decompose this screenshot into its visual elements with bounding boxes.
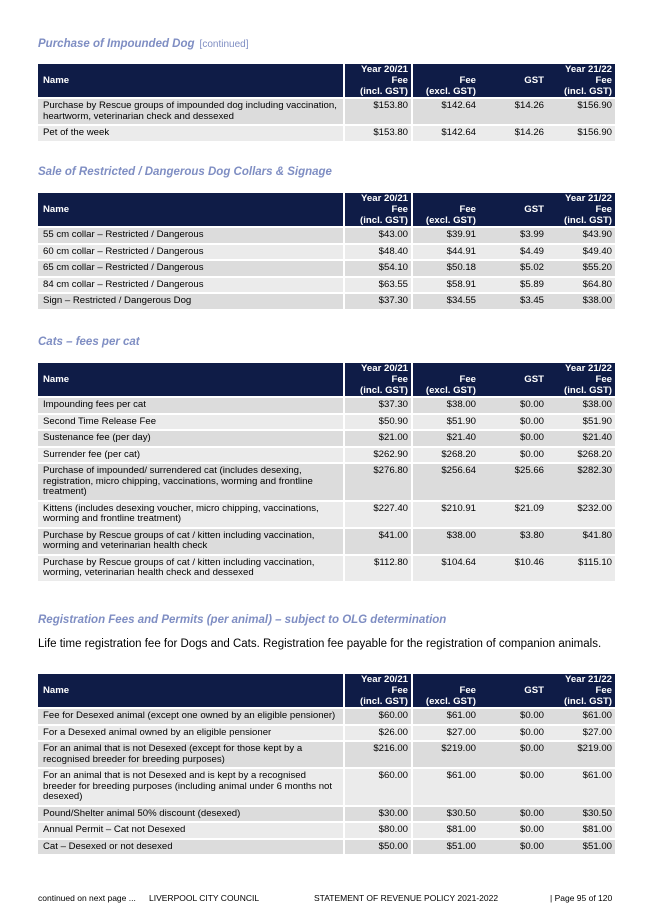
row-fee-excl: $38.00 <box>411 527 479 554</box>
row-fee-excl: $58.91 <box>411 276 479 293</box>
row-fee-incl: $156.90 <box>547 97 615 124</box>
header-name: Name <box>38 363 343 396</box>
fee-table-grid <box>38 64 615 141</box>
row-fee-2021: $21.00 <box>343 429 411 446</box>
row-fee-incl: $51.00 <box>547 838 615 855</box>
row-fee-excl: $44.91 <box>411 243 479 260</box>
row-fee-incl: $61.00 <box>547 707 615 724</box>
row-fee-2021: $41.00 <box>343 527 411 554</box>
row-name: Purchase of impounded/ surrendered cat (includes desexing, registration, micro chipping, vaccinations, worming and frontline treatment) <box>38 462 343 500</box>
row-gst: $0.00 <box>479 724 547 741</box>
table-row <box>38 462 615 500</box>
row-fee-excl: $27.00 <box>411 724 479 741</box>
row-gst: $0.00 <box>479 838 547 855</box>
table-row <box>38 838 615 855</box>
row-fee-incl: $81.00 <box>547 821 615 838</box>
row-fee-excl: $51.00 <box>411 838 479 855</box>
row-fee-excl: $142.64 <box>411 124 479 141</box>
header-gst: GST <box>479 685 547 707</box>
row-fee-incl: $43.90 <box>547 226 615 243</box>
row-fee-2021: $60.00 <box>343 767 411 805</box>
row-fee-excl: $142.64 <box>411 97 479 124</box>
row-gst: $14.26 <box>479 124 547 141</box>
header-fee-excl: Fee (excl. GST) <box>411 204 479 226</box>
row-gst: $0.00 <box>479 413 547 430</box>
header-year-2122: Year 21/22 <box>547 64 615 75</box>
header-gst: GST <box>479 75 547 97</box>
row-fee-incl: $61.00 <box>547 767 615 805</box>
fee-table <box>38 674 615 854</box>
row-name: Purchase by Rescue groups of cat / kitten including vaccination, worming and veterinarian health check <box>38 527 343 554</box>
row-fee-2021: $112.80 <box>343 554 411 581</box>
row-fee-incl: $268.20 <box>547 446 615 463</box>
row-fee-incl: $30.50 <box>547 805 615 822</box>
row-gst: $0.00 <box>479 429 547 446</box>
table-row <box>38 707 615 724</box>
section-title: Registration Fees and Permits (per animal) – subject to OLG determination <box>38 614 447 626</box>
row-fee-incl: $219.00 <box>547 740 615 767</box>
row-name: Fee for Desexed animal (except one owned by an eligible pensioner) <box>38 707 343 724</box>
row-fee-excl: $51.90 <box>411 413 479 430</box>
header-fee-incl: Fee (incl. GST) <box>343 75 411 97</box>
table-row <box>38 554 615 581</box>
row-name: For an animal that is not Desexed and is kept by a recognised breeder for breeding purposes (including animal under 6 months not desexed) <box>38 767 343 805</box>
row-fee-excl: $30.50 <box>411 805 479 822</box>
table-row <box>38 740 615 767</box>
row-fee-2021: $37.30 <box>343 396 411 413</box>
header-fee-incl: Fee (incl. GST) <box>343 374 411 396</box>
fee-table <box>38 64 615 141</box>
row-gst: $21.09 <box>479 500 547 527</box>
row-gst: $25.66 <box>479 462 547 500</box>
table-row <box>38 259 615 276</box>
header-year-2122: Year 21/22 <box>547 363 615 374</box>
header-name: Name <box>38 64 343 97</box>
row-gst: $5.02 <box>479 259 547 276</box>
row-fee-2021: $276.80 <box>343 462 411 500</box>
row-fee-2021: $153.80 <box>343 124 411 141</box>
row-fee-2021: $30.00 <box>343 805 411 822</box>
row-name: 84 cm collar – Restricted / Dangerous <box>38 276 343 293</box>
row-fee-2021: $54.10 <box>343 259 411 276</box>
section-title: Purchase of Impounded Dog [continued] <box>38 38 249 50</box>
row-name: Cat – Desexed or not desexed <box>38 838 343 855</box>
row-fee-2021: $50.00 <box>343 838 411 855</box>
header-fee-incl: Fee (incl. GST) <box>547 75 615 97</box>
header-fee-incl: Fee (incl. GST) <box>547 374 615 396</box>
row-gst: $0.00 <box>479 767 547 805</box>
table-row <box>38 124 615 141</box>
row-gst: $0.00 <box>479 707 547 724</box>
table-row <box>38 805 615 822</box>
row-fee-incl: $55.20 <box>547 259 615 276</box>
footer-statement: STATEMENT OF REVENUE POLICY 2021-2022 <box>314 893 499 903</box>
row-name: Second Time Release Fee <box>38 413 343 430</box>
row-name: 55 cm collar – Restricted / Dangerous <box>38 226 343 243</box>
fee-table-grid <box>38 363 615 581</box>
row-name: For an animal that is not Desexed (except for those kept by a recognised breeder for breeding purposes) <box>38 740 343 767</box>
header-name: Name <box>38 193 343 226</box>
table-row <box>38 226 615 243</box>
row-fee-incl: $27.00 <box>547 724 615 741</box>
row-fee-excl: $39.91 <box>411 226 479 243</box>
header-year-2122: Year 21/22 <box>547 674 615 685</box>
row-fee-excl: $268.20 <box>411 446 479 463</box>
row-fee-incl: $232.00 <box>547 500 615 527</box>
row-name: Pet of the week <box>38 124 343 141</box>
header-fee-incl: Fee (incl. GST) <box>343 204 411 226</box>
row-gst: $0.00 <box>479 446 547 463</box>
row-name: Annual Permit – Cat not Desexed <box>38 821 343 838</box>
row-name: Purchase by Rescue groups of impounded dog including vaccination, heartworm, veterinarian check and dessexed <box>38 97 343 124</box>
row-fee-excl: $34.55 <box>411 292 479 309</box>
header-fee-incl: Fee (incl. GST) <box>343 685 411 707</box>
header-year-2122: Year 21/22 <box>547 193 615 204</box>
row-name: Purchase by Rescue groups of cat / kitten including vaccination, worming, veterinarian health check and dessexed <box>38 554 343 581</box>
row-fee-excl: $256.64 <box>411 462 479 500</box>
row-fee-2021: $262.90 <box>343 446 411 463</box>
header-year-2021: Year 20/21 <box>343 64 411 75</box>
section-title: Cats – fees per cat <box>38 336 140 348</box>
header-gst: GST <box>479 374 547 396</box>
row-fee-2021: $227.40 <box>343 500 411 527</box>
row-fee-incl: $49.40 <box>547 243 615 260</box>
row-fee-excl: $61.00 <box>411 767 479 805</box>
row-gst: $10.46 <box>479 554 547 581</box>
row-gst: $4.49 <box>479 243 547 260</box>
table-row <box>38 767 615 805</box>
table-row <box>38 821 615 838</box>
section-cats <box>38 336 615 348</box>
header-year-2021: Year 20/21 <box>343 193 411 204</box>
table-row <box>38 413 615 430</box>
table-row <box>38 396 615 413</box>
row-name: Surrender fee (per cat) <box>38 446 343 463</box>
row-fee-2021: $153.80 <box>343 97 411 124</box>
row-name: Kittens (includes desexing voucher, micro chipping, vaccinations, worming and frontline treatment) <box>38 500 343 527</box>
row-fee-incl: $282.30 <box>547 462 615 500</box>
row-fee-2021: $63.55 <box>343 276 411 293</box>
row-gst: $0.00 <box>479 740 547 767</box>
header-fee-excl: Fee (excl. GST) <box>411 75 479 97</box>
row-fee-excl: $21.40 <box>411 429 479 446</box>
table-row <box>38 276 615 293</box>
table-row <box>38 97 615 124</box>
row-gst: $3.80 <box>479 527 547 554</box>
table-row <box>38 292 615 309</box>
header-fee-incl: Fee (incl. GST) <box>547 204 615 226</box>
table-row <box>38 429 615 446</box>
header-fee-incl: Fee (incl. GST) <box>547 685 615 707</box>
section-intro: Life time registration fee for Dogs and Cats. Registration fee payable for the registration of companion animals. <box>38 638 602 650</box>
row-fee-2021: $50.90 <box>343 413 411 430</box>
row-fee-excl: $219.00 <box>411 740 479 767</box>
row-name: Sustenance fee (per day) <box>38 429 343 446</box>
row-fee-incl: $41.80 <box>547 527 615 554</box>
section-impounded-dog <box>38 38 615 50</box>
continued-label: [continued] <box>199 39 249 50</box>
row-fee-incl: $115.10 <box>547 554 615 581</box>
header-year-2021: Year 20/21 <box>343 363 411 374</box>
row-name: 60 cm collar – Restricted / Dangerous <box>38 243 343 260</box>
row-fee-incl: $38.00 <box>547 292 615 309</box>
row-name: Impounding fees per cat <box>38 396 343 413</box>
row-gst: $0.00 <box>479 396 547 413</box>
row-fee-2021: $216.00 <box>343 740 411 767</box>
row-fee-2021: $60.00 <box>343 707 411 724</box>
footer-page-number: | Page 95 of 120 <box>550 893 613 903</box>
section-collars <box>38 166 615 178</box>
row-fee-incl: $21.40 <box>547 429 615 446</box>
row-name: Sign – Restricted / Dangerous Dog <box>38 292 343 309</box>
row-fee-incl: $64.80 <box>547 276 615 293</box>
row-name: 65 cm collar – Restricted / Dangerous <box>38 259 343 276</box>
row-gst: $0.00 <box>479 821 547 838</box>
row-fee-incl: $156.90 <box>547 124 615 141</box>
row-fee-excl: $38.00 <box>411 396 479 413</box>
fee-table-grid <box>38 193 615 309</box>
section-title: Sale of Restricted / Dangerous Dog Collars & Signage <box>38 166 332 178</box>
row-name: For a Desexed animal owned by an eligible pensioner <box>38 724 343 741</box>
row-fee-excl: $81.00 <box>411 821 479 838</box>
row-fee-2021: $48.40 <box>343 243 411 260</box>
row-fee-excl: $61.00 <box>411 707 479 724</box>
row-gst: $14.26 <box>479 97 547 124</box>
fee-table <box>38 363 615 581</box>
row-gst: $5.89 <box>479 276 547 293</box>
header-fee-excl: Fee (excl. GST) <box>411 374 479 396</box>
table-row <box>38 527 615 554</box>
row-fee-2021: $43.00 <box>343 226 411 243</box>
footer-council: LIVERPOOL CITY COUNCIL <box>149 893 260 903</box>
table-row <box>38 500 615 527</box>
header-year-2021: Year 20/21 <box>343 674 411 685</box>
row-fee-incl: $51.90 <box>547 413 615 430</box>
table-row <box>38 446 615 463</box>
fee-table <box>38 193 615 309</box>
row-fee-incl: $38.00 <box>547 396 615 413</box>
footer-continued: continued on next page ... <box>38 893 136 903</box>
table-row <box>38 724 615 741</box>
row-gst: $3.99 <box>479 226 547 243</box>
table-row <box>38 243 615 260</box>
header-gst: GST <box>479 204 547 226</box>
row-name: Pound/Shelter animal 50% discount (desexed) <box>38 805 343 822</box>
section-registration <box>38 614 615 651</box>
row-fee-2021: $80.00 <box>343 821 411 838</box>
header-fee-excl: Fee (excl. GST) <box>411 685 479 707</box>
row-fee-excl: $104.64 <box>411 554 479 581</box>
row-fee-2021: $26.00 <box>343 724 411 741</box>
fee-table-grid <box>38 674 615 854</box>
row-fee-excl: $50.18 <box>411 259 479 276</box>
row-fee-excl: $210.91 <box>411 500 479 527</box>
header-name: Name <box>38 674 343 707</box>
row-gst: $0.00 <box>479 805 547 822</box>
row-gst: $3.45 <box>479 292 547 309</box>
row-fee-2021: $37.30 <box>343 292 411 309</box>
